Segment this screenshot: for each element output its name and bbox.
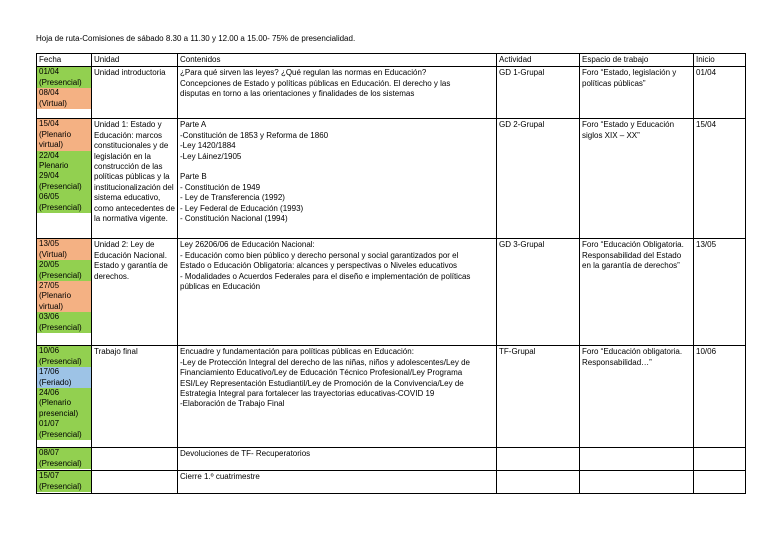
date-chip: 15/07 (Presencial) <box>37 471 91 492</box>
espacio-cell <box>580 471 694 494</box>
contenidos-line <box>180 162 494 172</box>
contenidos-line: Cierre 1.º cuatrimestre <box>180 472 260 482</box>
date-cell <box>37 239 92 346</box>
contenidos-line: Encuadre y fundamentación para políticas públicas en Educación: <box>180 347 414 357</box>
contenidos-line: -Constitución de 1853 y Reforma de 1860 <box>180 130 329 140</box>
actividad-cell: TF-Grupal <box>497 346 580 448</box>
date-cell <box>37 448 92 471</box>
date-cell <box>37 67 92 119</box>
inicio-cell: 01/04 <box>694 67 746 119</box>
date-chip: 29/04 (Presencial) <box>37 171 91 192</box>
unidad-text: Unidad 1: Estado y Educación: marcos constitucionales y de legislación en la construcción de las políticas públicas y la institucionalización del sistema educativo, como antecedentes de la normativa vigente. <box>94 120 175 224</box>
contenidos-line: Concepciones de Estado y políticas públicas en Educación. El derecho y las <box>180 78 451 88</box>
header-inicio: Inicio <box>694 54 746 67</box>
contenidos-line: - Ley de Transferencia (1992) <box>180 193 285 203</box>
contenidos-line: Estrategia Integral para fortalecer las trayectorias educativas-COVID 19 <box>180 389 435 399</box>
contenidos-line: Devoluciones de TF- Recuperatorios <box>180 449 311 459</box>
date-cell <box>37 471 92 494</box>
actividad-cell: GD 3-Grupal <box>497 239 580 346</box>
unidad-text: Unidad introductoria <box>94 68 166 78</box>
date-chip: 22/04 Plenario <box>37 151 91 172</box>
espacio-cell: Foro “Estado, legislación y políticas públicas” <box>580 67 694 119</box>
contenidos-cell <box>178 346 497 448</box>
table-row <box>37 448 746 471</box>
date-chip: 17/06 (Feriado) <box>37 367 91 388</box>
actividad-cell: GD 2-Grupal <box>497 119 580 239</box>
actividad-cell <box>497 471 580 494</box>
contenidos-line: disputas en torno a las orientaciones y finalidades de los sistemas <box>180 89 415 99</box>
date-chip: 27/05 (Plenario virtual) <box>37 281 91 312</box>
contenidos-line: -Elaboración de Trabajo Final <box>180 399 285 409</box>
unidad-cell <box>92 471 178 494</box>
contenidos-cell <box>178 448 497 471</box>
date-chip: 13/05 (Virtual) <box>37 239 91 260</box>
date-chip: 15/04 (Plenario virtual) <box>37 119 91 150</box>
contenidos-line: Estado o Educación Obligatoria: alcances y perspectivas o Niveles educativos <box>180 261 458 271</box>
contenidos-line: -Ley de Protección Integral del derecho de las niñas, niños y adolescentes/Ley de <box>180 357 470 367</box>
contenidos-cell <box>178 239 497 346</box>
header-contenidos: Contenidos <box>178 54 497 67</box>
contenidos-line: Parte A <box>180 120 207 130</box>
date-chip: 24/06 (Plenario presencial) <box>37 388 91 419</box>
inicio-cell: 15/04 <box>694 119 746 239</box>
date-cell <box>37 346 92 448</box>
contenidos-cell <box>178 67 497 119</box>
date-chip: 06/05 (Presencial) <box>37 192 91 213</box>
contenidos-line: - Modalidades o Acuerdos Federales para el diseño e implementación de políticas <box>180 271 471 281</box>
table-header-row <box>37 54 746 67</box>
inicio-cell <box>694 448 746 471</box>
espacio-cell: Foro “Estado y Educación siglos XIX – XX” <box>580 119 694 239</box>
contenidos-line: - Constitución Nacional (1994) <box>180 214 288 224</box>
espacio-cell <box>580 448 694 471</box>
unidad-cell <box>92 119 178 239</box>
inicio-cell: 10/06 <box>694 346 746 448</box>
table-row <box>37 239 746 346</box>
unidad-cell <box>92 67 178 119</box>
contenidos-line: Parte B <box>180 172 207 182</box>
date-chip: 20/05 (Presencial) <box>37 260 91 281</box>
document-title: Hoja de ruta-Comisiones de sábado 8.30 a 11.30 y 12.00 a 15.00- 75% de presencialidad. <box>36 34 356 43</box>
contenidos-line: -Ley Láinez/1905 <box>180 151 242 161</box>
actividad-cell <box>497 448 580 471</box>
date-chip: 10/06 (Presencial) <box>37 346 91 367</box>
contenidos-line: - Constitución de 1949 <box>180 182 261 192</box>
unidad-cell <box>92 346 178 448</box>
contenidos-line: - Educación como bien público y derecho personal y social garantizados por el <box>180 250 459 260</box>
date-chip: 01/04 (Presencial) <box>37 67 91 88</box>
date-chip: 08/04 (Virtual) <box>37 88 91 109</box>
header-espacio: Espacio de trabajo <box>580 54 694 67</box>
unidad-cell <box>92 448 178 471</box>
unidad-text: Trabajo final <box>94 347 138 357</box>
contenidos-line: Ley 26206/06 de Educación Nacional: <box>180 240 315 250</box>
espacio-cell: Foro “Educación obligatoria. Responsabilidad…” <box>580 346 694 448</box>
date-chip: 01/07 (Presencial) <box>37 419 91 440</box>
espacio-cell: Foro “Educación Obligatoria. Responsabilidad del Estado en la garantía de derechos” <box>580 239 694 346</box>
table-row <box>37 471 746 494</box>
inicio-cell <box>694 471 746 494</box>
actividad-cell: GD 1-Grupal <box>497 67 580 119</box>
date-chip: 08/07 (Presencial) <box>37 448 91 469</box>
schedule-table <box>36 53 746 494</box>
header-unidad: Unidad <box>92 54 178 67</box>
table-row <box>37 346 746 448</box>
header-actividad: Actividad <box>497 54 580 67</box>
table-row <box>37 67 746 119</box>
date-chip: 03/06 (Presencial) <box>37 312 91 333</box>
inicio-cell: 13/05 <box>694 239 746 346</box>
unidad-cell <box>92 239 178 346</box>
contenidos-line: públicas en Educación <box>180 282 261 292</box>
contenidos-line: ¿Para qué sirven las leyes? ¿Qué regulan las normas en Educación? <box>180 68 427 78</box>
table-row <box>37 119 746 239</box>
contenidos-line: Financiamiento Educativo/Ley de Educación Técnico Profesional/Ley Programa <box>180 368 463 378</box>
contenidos-cell <box>178 471 497 494</box>
contenidos-line: - Ley Federal de Educación (1993) <box>180 203 304 213</box>
contenidos-cell <box>178 119 497 239</box>
date-cell <box>37 119 92 239</box>
unidad-text: Unidad 2: Ley de Educación Nacional. Estado y garantía de derechos. <box>94 240 168 281</box>
header-fecha: Fecha <box>37 54 92 67</box>
contenidos-line: -Ley 1420/1884 <box>180 141 236 151</box>
contenidos-line: ESI/Ley Representación Estudiantil/Ley de Promoción de la Convivencia/Ley de <box>180 378 464 388</box>
